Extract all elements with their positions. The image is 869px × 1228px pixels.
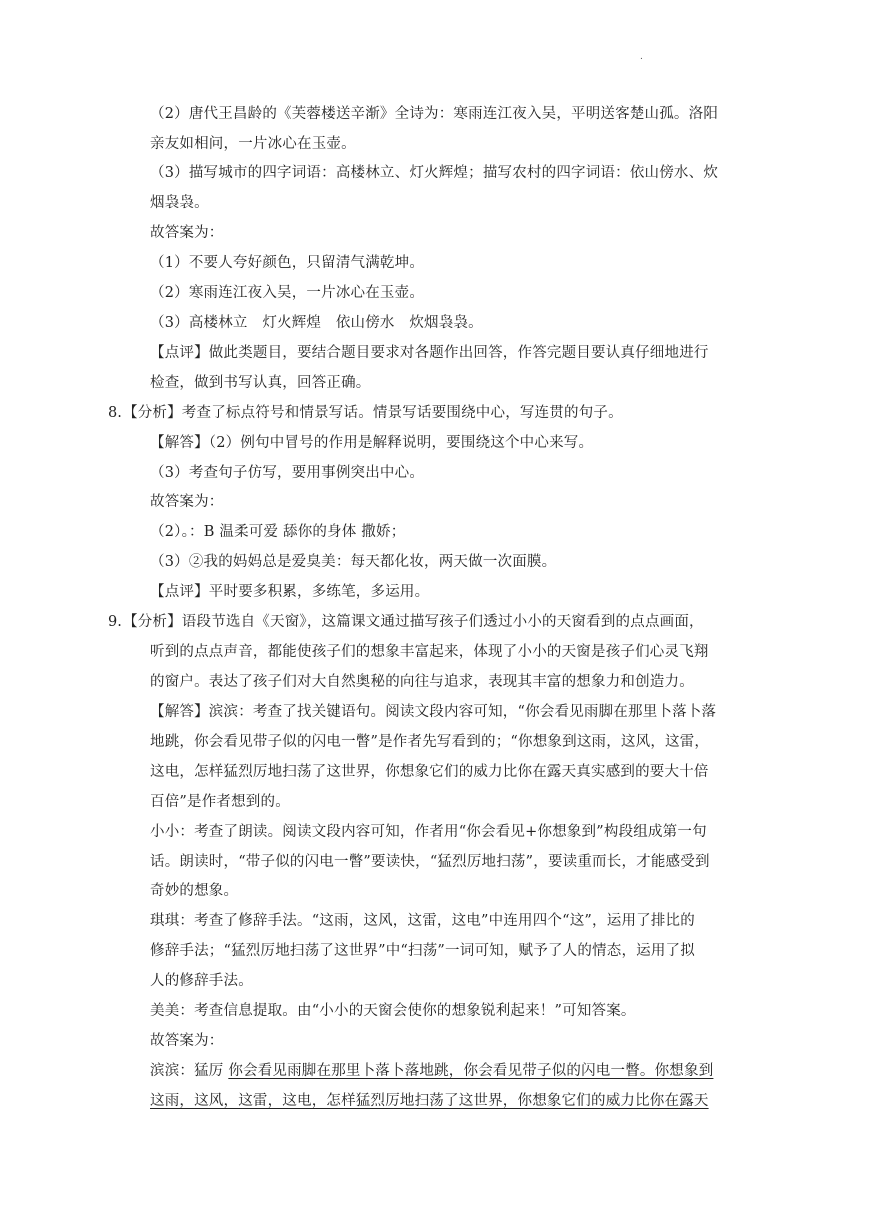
text-line: （2）唐代王昌龄的《芙蓉楼送辛渐》全诗为：寒雨连江夜入吴，平明送客楚山孤。洛阳 xyxy=(150,106,719,122)
text-line: 话。朗读时，“带子似的闪电一瞥”要读快，“猛烈厉地扫荡”，要读重而长，才能感受到 xyxy=(150,854,710,870)
text-line: 【分析】语段节选自《天窗》，这篇课文通过描写孩子们透过小小的天窗看到的点点画面， xyxy=(123,614,704,630)
text-line: 地跳，你会看见带子似的闪电一瞥”是作者先写看到的；“你想象到这雨，这风，这雷， xyxy=(150,734,710,750)
text-line: （2）。：B 温柔可爱 舔你的身体 撒娇； xyxy=(150,524,406,540)
text-line: 【点评】平时要多积累，多练笔，多运用。 xyxy=(150,584,430,600)
text-line: 【点评】做此类题目，要结合题目要求对各题作出回答，作答完题目要认真仔细地进行 xyxy=(150,345,709,361)
text-line: 故答案为： xyxy=(150,225,224,241)
text-line: （3）②我的妈妈总是爱臭美：每天都化妆，两天做一次面膜。 xyxy=(150,554,557,570)
answer-prefix: 滨滨：猛厉 xyxy=(150,1063,229,1079)
text-line: 百倍”是作者想到的。 xyxy=(150,794,290,810)
text-line: 听到的点点声音，都能使孩子们的想象丰富起来，体现了小小的天窗是孩子们心灵飞翔 xyxy=(150,644,709,660)
answer-line xyxy=(150,1091,709,1111)
text-line: 检查，做到书写认真，回答正确。 xyxy=(150,375,371,391)
text-line: 人的修辞手法。 xyxy=(150,973,253,989)
underlined-answer: 这雨，这风，这雷，这电，怎样猛烈厉地扫荡了这世界，你想象它们的威力比你在露天 xyxy=(150,1093,709,1109)
text-line: （3）考查句子仿写，要用事例突出中心。 xyxy=(150,465,425,481)
text-line: 的窗户。表达了孩子们对大自然奥秘的向往与追求，表现其丰富的想象力和创造力。 xyxy=(150,674,694,690)
answer-line xyxy=(150,1061,713,1081)
text-line: （1）不要人夸好颜色，只留清气满乾坤。 xyxy=(150,255,425,271)
question-number: 9. xyxy=(108,614,122,630)
text-line: （2）寒雨连江夜入吴，一片冰心在玉壶。 xyxy=(150,285,425,301)
text-line: 烟袅袅。 xyxy=(150,195,209,211)
header-mark: . xyxy=(640,52,643,62)
text-line: 亲友如相问，一片冰心在玉壶。 xyxy=(150,136,356,152)
text-line: 小小：考查了朗读。阅读文段内容可知，作者用“你会看见+你想象到”构段组成第一句 xyxy=(150,824,707,840)
text-line: 美美：考查信息提取。由“小小的天窗会使你的想象锐利起来！”可知答案。 xyxy=(150,1003,636,1019)
underlined-answer: 你会看见雨脚在那里卜落卜落地跳，你会看见带子似的闪电一瞥。你想象到 xyxy=(228,1063,714,1079)
text-line: （3）描写城市的四字词语：高楼林立、灯火辉煌；描写农村的四字词语：依山傍水、炊 xyxy=(150,165,719,181)
text-line: （3）高楼林立 灯火辉煌 依山傍水 炊烟袅袅。 xyxy=(150,315,483,331)
text-line: 修辞手法；“猛烈厉地扫荡了这世界”中“扫荡”一词可知，赋予了人的情态，运用了拟 xyxy=(150,943,695,959)
text-line: 【分析】考查了标点符号和情景写话。情景写话要围绕中心，写连贯的句子。 xyxy=(123,405,623,421)
text-line: 【解答】滨滨：考查了找关键语句。阅读文段内容可知，“你会看见雨脚在那里卜落卜落 xyxy=(150,704,717,720)
text-line: 故答案为： xyxy=(150,1033,224,1049)
question-number: 8. xyxy=(108,405,122,421)
text-line: 这电，怎样猛烈厉地扫荡了这世界，你想象它们的威力比你在露天真实感到的要大十倍 xyxy=(150,764,709,780)
text-line: 故答案为： xyxy=(150,494,224,510)
text-line: 【解答】（2）例句中冒号的作用是解释说明，要围绕这个中心来写。 xyxy=(150,435,594,451)
text-line: 奇妙的想象。 xyxy=(150,883,239,899)
text-line: 琪琪：考查了修辞手法。“这雨，这风，这雷，这电”中连用四个“这”，运用了排比的 xyxy=(150,913,695,929)
